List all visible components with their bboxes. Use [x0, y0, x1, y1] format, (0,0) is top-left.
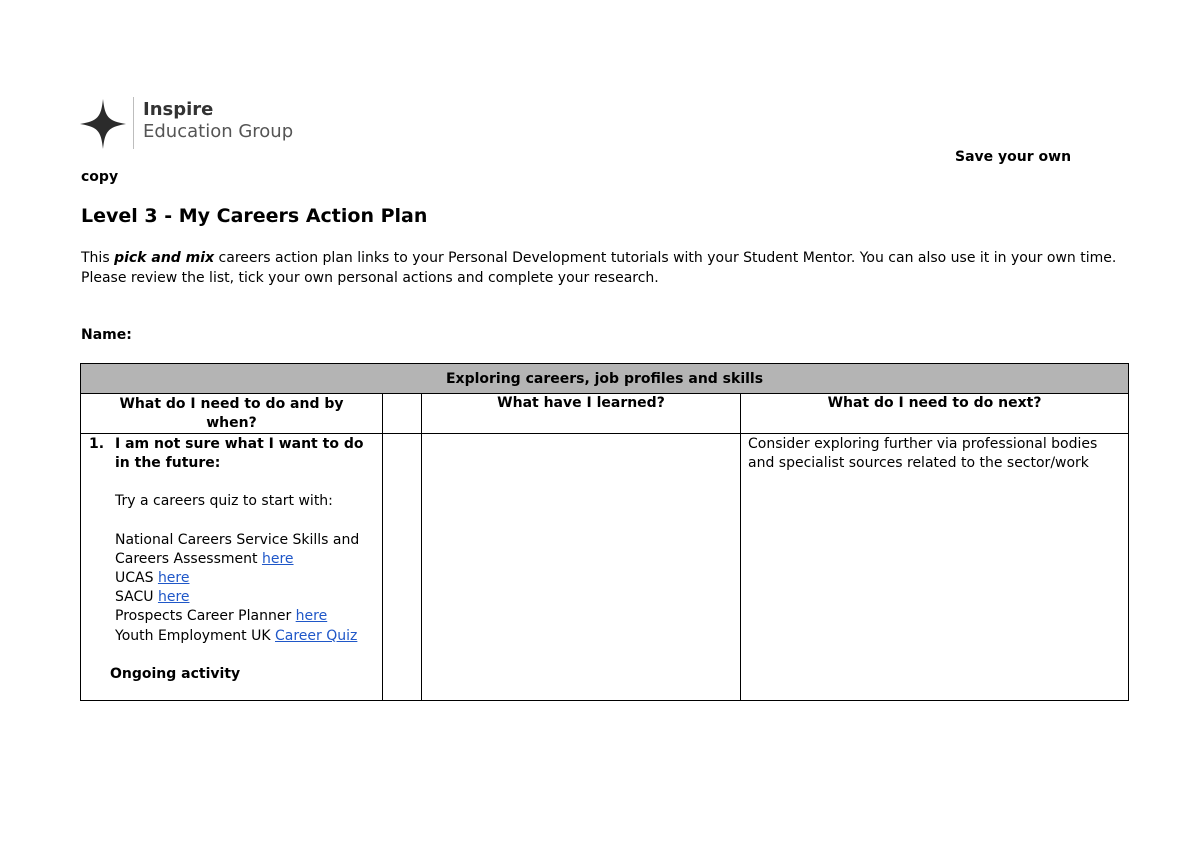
link-line-youth-employment: [115, 627, 378, 646]
link-line-ncs: [115, 531, 378, 569]
link-ucas-here[interactable]: here: [157, 570, 190, 587]
item-number: 1.: [89, 436, 105, 452]
section-header: Exploring careers, job profiles and skills: [81, 364, 1129, 394]
intro-text-post: careers action plan links to your Personal Development tutorials with your Student Mentor. You can also use it in your own time.: [214, 250, 1117, 266]
star-icon: [80, 99, 126, 149]
link-line-ucas: [115, 569, 378, 588]
learned-cell[interactable]: [422, 434, 741, 701]
link-label-prospects: Prospects Career Planner: [115, 608, 296, 625]
save-copy-note: Save your own: [955, 149, 1072, 165]
logo-text-inspire: Inspire: [143, 99, 214, 120]
intro-text-pre: This: [81, 250, 115, 266]
tick-column-header: [383, 394, 422, 434]
logo-text-education-group: Education Group: [143, 121, 294, 142]
link-line-sacu: [115, 588, 378, 607]
link-sacu-here[interactable]: here: [157, 589, 190, 606]
logo: [80, 97, 320, 153]
next-steps-text: Consider exploring further via professional bodies and specialist sources related to the sector/work: [748, 436, 1098, 472]
link-ncs-here[interactable]: here: [261, 550, 294, 567]
tick-cell[interactable]: [383, 434, 422, 701]
action-plan-table: [80, 363, 1129, 701]
next-steps-cell[interactable]: [741, 434, 1129, 701]
item-heading: I am not sure what I want to do in the future:: [115, 436, 364, 472]
todo-cell: [81, 434, 383, 701]
ongoing-label: Ongoing activity: [110, 665, 241, 682]
link-line-prospects: [115, 607, 378, 626]
link-label-youth-employment: Youth Employment UK: [115, 627, 275, 644]
column-header-next: What do I need to do next?: [741, 394, 1129, 434]
column-header-learned: What have I learned?: [422, 394, 741, 434]
link-label-ncs: National Careers Service Skills and Careers Assessment: [115, 531, 360, 567]
list-item: [89, 435, 378, 665]
intro-emphasis: pick and mix: [114, 250, 215, 266]
logo-divider: [133, 97, 134, 149]
intro-paragraph: [81, 249, 1121, 288]
link-career-quiz[interactable]: Career Quiz: [275, 627, 358, 644]
column-header-todo: [81, 394, 383, 434]
page-title: Level 3 - My Careers Action Plan: [81, 205, 428, 227]
link-prospects-here[interactable]: here: [295, 608, 328, 625]
save-copy-note-continued: copy: [81, 169, 119, 185]
quiz-intro: Try a careers quiz to start with:: [115, 493, 333, 510]
intro-instructions: Please review the list, tick your own personal actions and complete your research.: [81, 269, 659, 286]
column-header-todo-text: What do I need to do and by when?: [119, 396, 344, 431]
link-label-sacu: SACU: [115, 589, 158, 606]
name-label: Name:: [81, 327, 132, 343]
link-label-ucas: UCAS: [115, 570, 158, 587]
